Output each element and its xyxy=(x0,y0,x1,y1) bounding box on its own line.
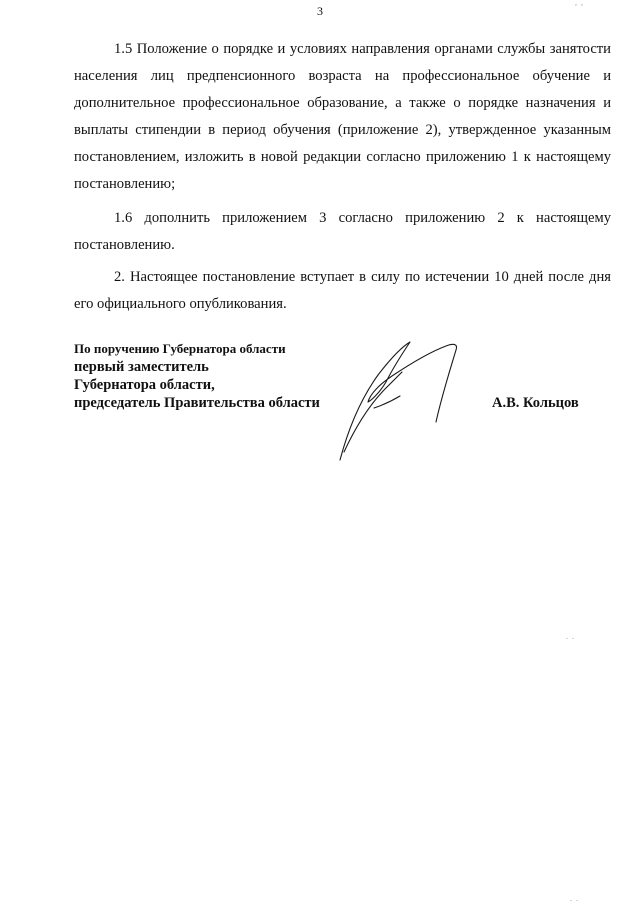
signatory-name: А.В. Кольцов xyxy=(492,395,579,411)
paragraph-2: 2. Настоящее постановление вступает в силу по истечении 10 дней после дня его официального опубликования. xyxy=(74,269,611,312)
document-body xyxy=(74,36,611,323)
scan-artifact: , , xyxy=(575,0,583,7)
scan-artifact: . . xyxy=(566,632,574,641)
page-number: 3 xyxy=(317,4,323,18)
handwritten-signature xyxy=(330,330,470,465)
scan-artifact: . . xyxy=(570,894,578,903)
signature-block xyxy=(74,340,374,412)
signature-order: По поручению Губернатора области xyxy=(74,341,286,356)
paragraph-1-6: 1.6 дополнить приложением 3 согласно приложению 2 к настоящему постановлению. xyxy=(74,210,611,253)
signature-title-line-1: первый заместитель xyxy=(74,359,209,375)
paragraph-1-5: 1.5 Положение о порядке и условиях направления органами службы занятости населения лиц предпенсионного возраста на профессиональное обучение и дополнительное профессиональное образование, а также о порядке назначения и выплаты стипендии в период обучения (приложение 2), утвержденное указанным постановлением, изложить в новой редакции согласно приложению 1 к настоящему постановлению; xyxy=(74,41,611,192)
signature-title-line-3: председатель Правительства области xyxy=(74,395,320,411)
signature-title-line-2: Губернатора области, xyxy=(74,377,215,393)
